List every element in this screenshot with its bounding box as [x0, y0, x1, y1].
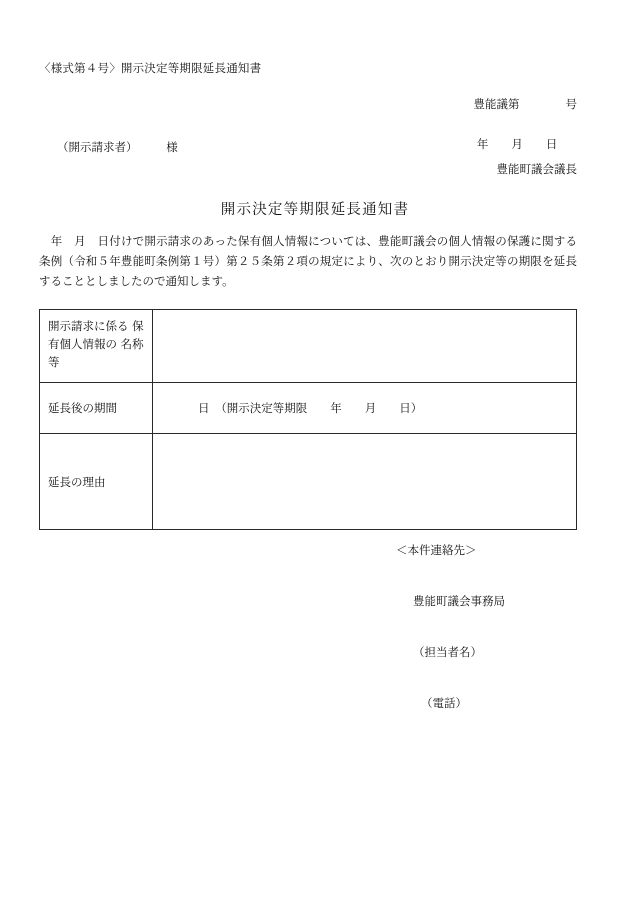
row-value-extended-period[interactable]: 日 （開示決定等期限 年 月 日） [153, 383, 577, 434]
contact-phone: （電話） [421, 696, 467, 710]
row-label-extension-reason: 延長の理由 [40, 434, 153, 530]
contact-block [396, 508, 505, 746]
table-row [40, 310, 577, 383]
body-paragraph-text: 年 月 日付けで開示請求のあった保有個人情報については、豊能町議会の個人情報の保護に関する条例（令和５年豊能町条例第１号）第２５条第２項の規定により、次のとおり開示決定等の期限を延長することとしましたので通知します。 [39, 234, 577, 288]
row-value-disclosure-request-info[interactable] [153, 310, 577, 383]
contact-office: 豊能町議会事務局 [413, 594, 505, 608]
extension-details-table [39, 309, 577, 530]
row-label-extended-period: 延長後の期間 [40, 383, 153, 434]
issuer-name: 豊能町議会議長 [496, 162, 577, 176]
addressee-line: （開示請求者） 様 [57, 140, 178, 154]
document-date: 年 月 日 [476, 137, 558, 151]
table-row [40, 383, 577, 434]
contact-person: （担当者名） [413, 645, 482, 659]
document-number: 豊能議第 号 [473, 97, 577, 111]
document-title: 開示決定等期限延長通知書 [220, 202, 410, 218]
row-label-disclosure-request-info: 開示請求に係る 保有個人情報の 名称等 [40, 310, 153, 383]
row-value-extension-reason[interactable] [153, 434, 577, 530]
form-number-heading: 〈様式第４号〉開示決定等期限延長通知書 [39, 61, 262, 75]
contact-heading: ＜本件連絡先＞ [396, 543, 477, 557]
body-paragraph [39, 231, 577, 291]
